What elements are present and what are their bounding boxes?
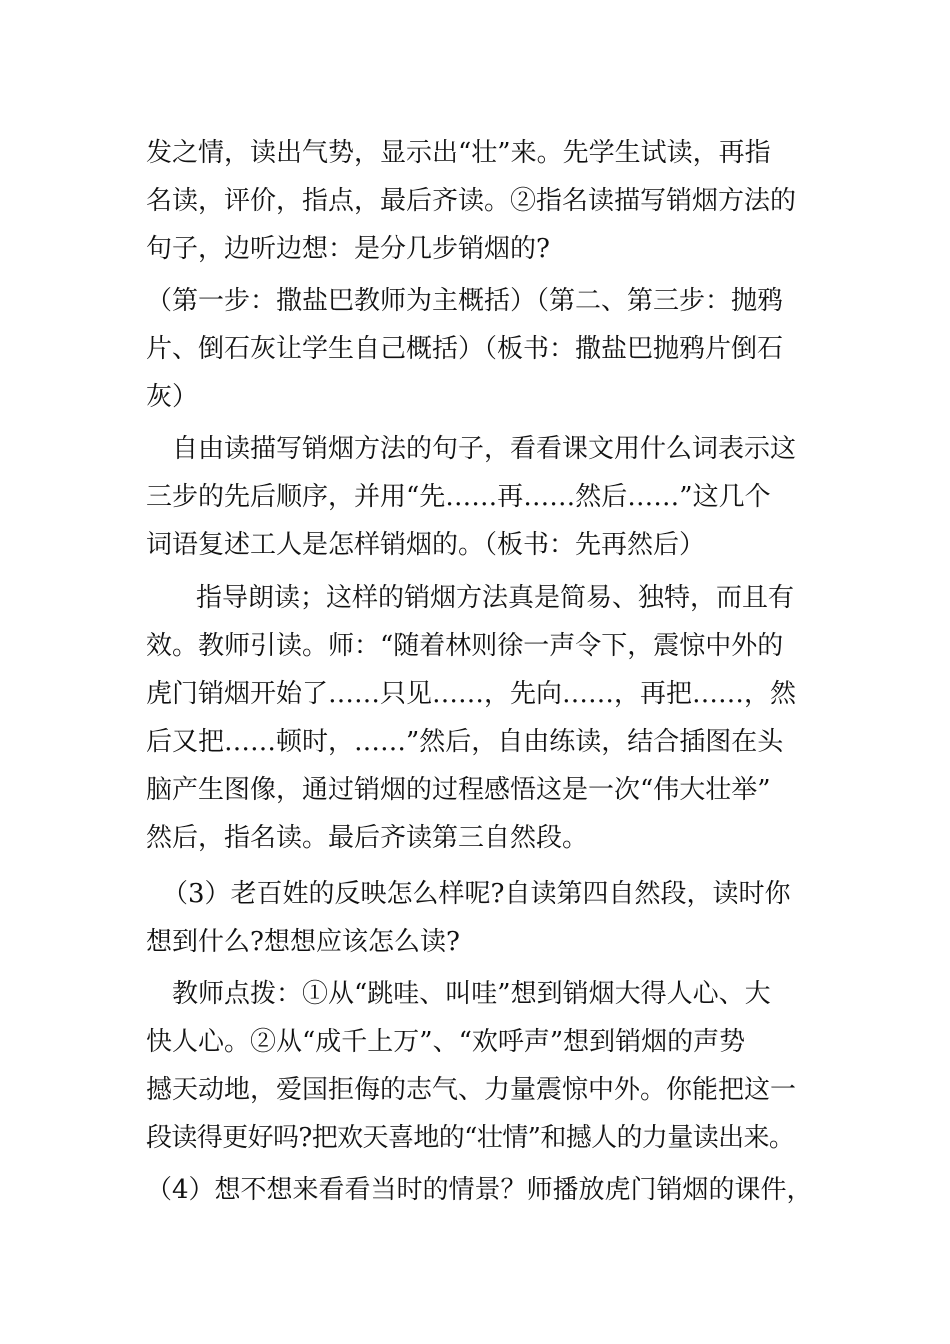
- text-line-10: 指导朗读；这样的销烟方法真是简易、独特，而且有: [196, 583, 795, 613]
- text-line-2: 名读，评价，指点，最后齐读。②指名读描写销烟方法的: [146, 186, 797, 216]
- text-line-21: 段读得更好吗?把欢天喜地的“壮情”和撼人的力量读出来。: [146, 1123, 795, 1153]
- text-line-17: 想到什么?想想应该怎么读?: [146, 927, 460, 957]
- text-line-8: 三步的先后顺序，并用“先……再……然后……”这几个: [146, 482, 771, 512]
- text-line-3: 句子，边听边想：是分几步销烟的?: [146, 234, 550, 264]
- text-line-18: 教师点拨：①从“跳哇、叫哇”想到销烟大得人心、大: [172, 979, 771, 1009]
- text-line-11: 效。教师引读。师：“随着林则徐一声令下，震惊中外的: [146, 631, 784, 661]
- text-line-4: （第一步：撒盐巴教师为主概括）（第二、第三步：抛鸦: [146, 286, 784, 316]
- text-line-20: 撼天动地，爱国拒侮的志气、力量震惊中外。你能把这一: [146, 1075, 797, 1105]
- text-line-9: 词语复述工人是怎样销烟的。（板书：先再然后）: [146, 530, 706, 560]
- text-line-1: 发之情，读出气势，显示出“壮”来。先学生试读，再指: [146, 138, 771, 168]
- text-line-7: 自由读描写销烟方法的句子，看看课文用什么词表示这: [172, 434, 797, 464]
- text-line-13: 后又把……顿时，……”然后，自由练读，结合插图在头: [146, 727, 784, 757]
- text-line-16: （3）老百姓的反映怎么样呢?自读第四自然段，读时你: [162, 879, 791, 909]
- text-line-5: 片、倒石灰让学生自己概括）（板书：撒盐巴抛鸦片倒石: [146, 334, 784, 364]
- text-line-12: 虎门销烟开始了……只见……，先向……，再把……，然: [146, 679, 797, 709]
- text-line-19: 快人心。②从“成千上万”、“欢呼声”想到销烟的声势: [146, 1027, 746, 1057]
- text-line-6: 灰）: [146, 382, 199, 412]
- text-line-15: 然后，指名读。最后齐读第三自然段。: [146, 823, 589, 853]
- text-line-22: （4）想不想来看看当时的情景？师播放虎门销烟的课件，: [146, 1175, 813, 1205]
- text-line-14: 脑产生图像，通过销烟的过程感悟这是一次“伟大壮举”: [146, 775, 771, 805]
